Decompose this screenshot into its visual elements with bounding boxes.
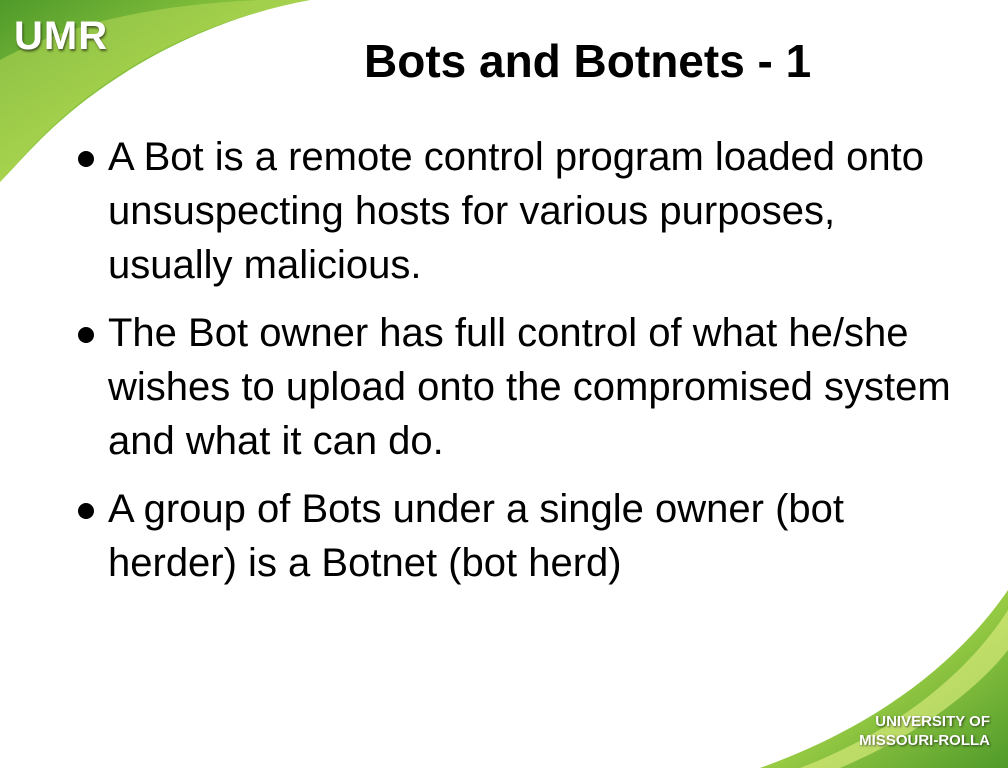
university-line-1: UNIVERSITY OF bbox=[875, 713, 990, 730]
bullet-dot-icon bbox=[78, 327, 94, 343]
bullet-item bbox=[70, 306, 970, 468]
bullet-dot-icon bbox=[78, 503, 94, 519]
bullet-text: A group of Bots under a single owner (bot herder) is a Botnet (bot herd) bbox=[108, 487, 845, 585]
bullet-item bbox=[70, 130, 970, 292]
university-wordmark bbox=[859, 712, 990, 750]
slide-title: Bots and Botnets - 1 bbox=[364, 35, 812, 87]
bullet-dot-icon bbox=[78, 151, 94, 167]
bullet-text: A Bot is a remote control program loaded onto unsuspecting hosts for various purposes, usually malicious. bbox=[108, 135, 925, 287]
university-line-2: MISSOURI-ROLLA bbox=[859, 732, 990, 749]
bullet-item bbox=[70, 482, 970, 590]
bullet-list bbox=[70, 130, 970, 604]
umr-logo: UMR bbox=[14, 14, 109, 58]
bullet-text: The Bot owner has full control of what he/she wishes to upload onto the compromised system and what it can do. bbox=[108, 311, 951, 463]
